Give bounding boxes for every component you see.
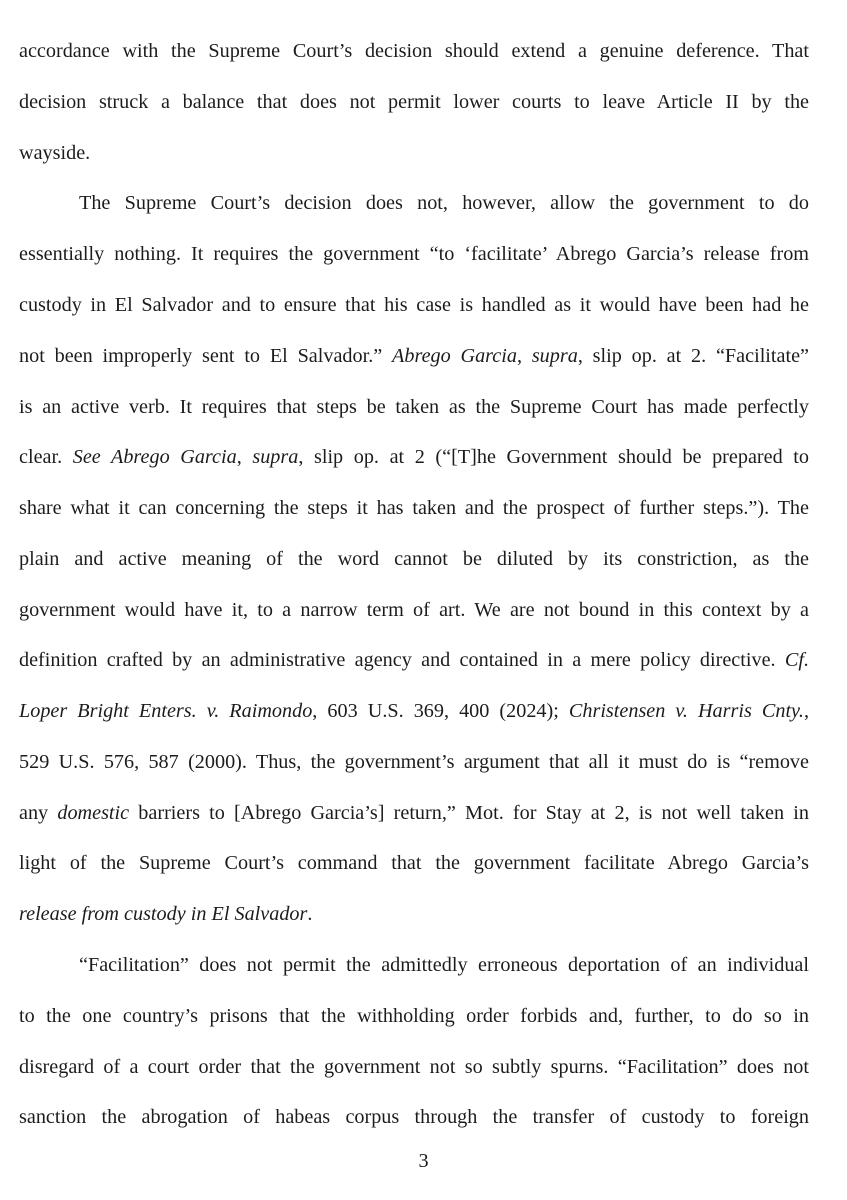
text-line (19, 1104, 809, 1130)
text-line (19, 749, 809, 775)
text-segment: The Supreme Court’s decision does not, however, allow the government to do (79, 192, 809, 214)
text-segment: . (307, 903, 313, 925)
text-line (19, 89, 809, 115)
text-segment: , 603 U.S. 369, 400 (2024); (312, 700, 569, 722)
italic-text-segment: Christensen v. Harris Cnty. (568, 700, 804, 722)
text-line (19, 495, 809, 521)
text-line (19, 1003, 809, 1029)
text-segment: share what it can concerning the steps it has taken and the prospect of further steps.”). The (19, 497, 809, 519)
text-segment: , slip op. at 2. “Facilitate” (577, 345, 810, 367)
text-line (19, 444, 809, 470)
italic-text-segment: supra (531, 345, 578, 367)
text-segment: , slip op. at 2 (“[T]he Government should be prepared to (298, 446, 809, 468)
italic-text-segment: See Abrego Garcia (72, 446, 237, 468)
text-line (19, 394, 809, 420)
text-line (79, 952, 809, 978)
text-line (19, 647, 809, 673)
text-segment: government would have it, to a narrow term of art. We are not bound in this context by a (19, 599, 809, 621)
text-segment: light of the Supreme Court’s command that the government facilitate Abrego Garcia’s (19, 852, 809, 874)
text-line (19, 343, 809, 369)
text-segment: wayside. (19, 142, 91, 164)
text-line (19, 698, 809, 724)
text-segment: accordance with the Supreme Court’s decision should extend a genuine deference. That (19, 40, 809, 62)
text-line (19, 850, 809, 876)
text-segment: disregard of a court order that the government not so subtly spurns. “Facilitation” does not (19, 1056, 809, 1078)
text-line (19, 800, 809, 826)
text-segment: , (516, 345, 532, 367)
text-segment: barriers to [Abrego Garcia’s] return,” Mot. for Stay at 2, is not well taken in (129, 802, 809, 824)
text-segment: definition crafted by an administrative agency and contained in a mere policy directive. (19, 649, 785, 671)
text-line (19, 901, 809, 927)
text-segment: clear. (19, 446, 73, 468)
italic-text-segment: Loper Bright Enters. v. Raimondo (19, 700, 313, 722)
text-segment: any (19, 802, 58, 824)
text-segment: to the one country’s prisons that the withholding order forbids and, further, to do so in (19, 1005, 809, 1027)
text-segment: is an active verb. It requires that steps be taken as the Supreme Court has made perfectly (19, 396, 809, 418)
text-line (19, 241, 809, 267)
text-line (19, 38, 809, 64)
italic-text-segment: Abrego Garcia (392, 345, 517, 367)
text-line (19, 1054, 809, 1080)
text-segment: , (236, 446, 253, 468)
text-line (19, 546, 809, 572)
text-segment: essentially nothing. It requires the government “to ‘facilitate’ Abrego Garcia’s release from (19, 243, 809, 265)
text-segment: decision struck a balance that does not permit lower courts to leave Article II by the (19, 91, 809, 113)
text-line (19, 597, 809, 623)
italic-text-segment: domestic (57, 802, 130, 824)
text-segment: sanction the abrogation of habeas corpus through the transfer of custody to foreign (19, 1106, 809, 1128)
italic-text-segment: supra (252, 446, 299, 468)
text-segment: , (803, 700, 809, 722)
text-segment: custody in El Salvador and to ensure that his case is handled as it would have been had he (19, 294, 809, 316)
text-line (19, 292, 809, 318)
italic-text-segment: Cf. (784, 649, 809, 671)
text-line (79, 190, 809, 216)
text-segment: plain and active meaning of the word cannot be diluted by its constriction, as the (19, 548, 809, 570)
text-line (19, 140, 809, 166)
italic-text-segment: release from custody in El Salvador (19, 903, 308, 925)
text-segment: not been improperly sent to El Salvador.” (19, 345, 393, 367)
text-segment: “Facilitation” does not permit the admittedly erroneous deportation of an individual (79, 954, 809, 976)
text-segment: 529 U.S. 576, 587 (2000). Thus, the government’s argument that all it must do is “remove (19, 751, 809, 773)
page-number: 3 (418, 1150, 429, 1172)
